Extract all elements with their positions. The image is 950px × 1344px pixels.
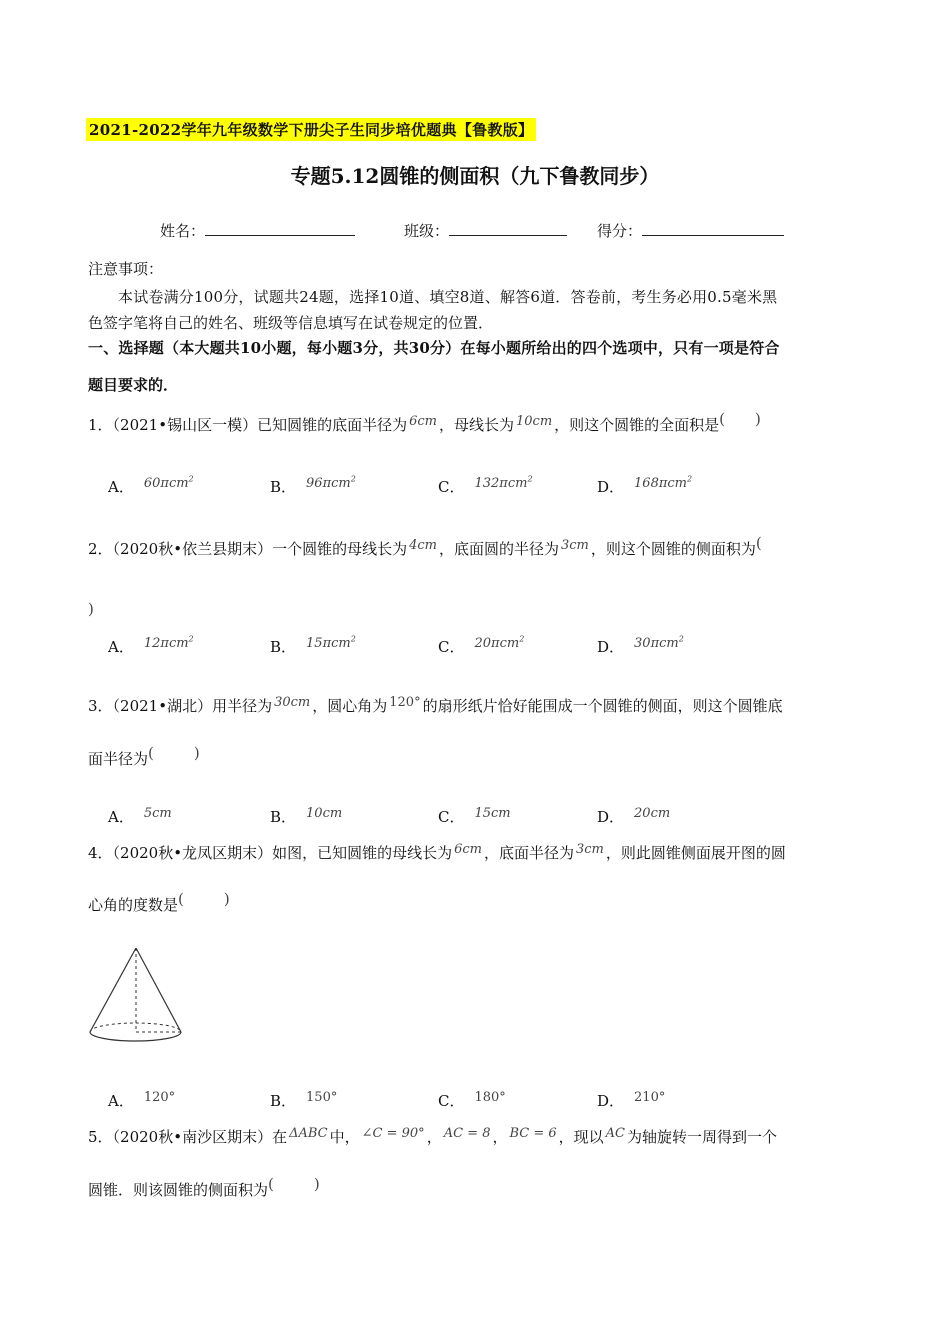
- option-label: C．: [438, 638, 465, 656]
- question-number: 5．: [88, 1128, 113, 1146]
- option-unit: cm: [331, 636, 351, 651]
- score-blank[interactable]: [642, 221, 784, 236]
- option-label: A．: [108, 808, 134, 826]
- option-b[interactable]: [270, 476, 356, 497]
- option-unit: cm: [168, 476, 189, 491]
- option-sup: 2: [350, 474, 356, 484]
- option-sup: 2: [678, 634, 684, 644]
- question-number: 3．: [88, 697, 113, 715]
- option-sup: 2: [350, 634, 356, 644]
- question-text: ，底面半径为: [483, 844, 574, 862]
- option-value: [144, 636, 194, 651]
- option-value: 15cm: [474, 806, 511, 821]
- question-3: [88, 695, 783, 716]
- question-text: ，: [492, 1128, 508, 1146]
- question-text: ，则这个圆锥的侧面积为: [590, 540, 756, 558]
- math-expr: BC = 6: [509, 1126, 557, 1141]
- option-a[interactable]: [108, 476, 194, 497]
- option-c[interactable]: [438, 806, 511, 827]
- option-num: 12π: [143, 636, 169, 651]
- option-num: 96π: [306, 476, 332, 491]
- option-num: 60π: [143, 476, 169, 491]
- option-num: 132π: [474, 476, 508, 491]
- option-value: 5cm: [143, 806, 172, 821]
- question-text: ，: [426, 1128, 442, 1146]
- option-label: D．: [597, 638, 625, 656]
- cone-figure: [86, 944, 186, 1048]
- question-text: ，则此圆锥侧面展开图的圆: [605, 844, 786, 862]
- option-value: 10cm: [306, 806, 343, 821]
- question-3-cont: [88, 744, 200, 769]
- option-d[interactable]: [597, 806, 670, 827]
- math-expr: AC = 8: [443, 1126, 491, 1141]
- math-expr: 10cm: [516, 414, 553, 429]
- class-blank[interactable]: [449, 221, 567, 236]
- question-text: 圆锥．则该圆锥的侧面积为: [88, 1181, 269, 1199]
- cone-slant-left: [90, 948, 136, 1032]
- score-field: [597, 220, 784, 241]
- option-c[interactable]: [438, 636, 524, 657]
- notes-line-2: 色签字笔将自己的姓名、班级等信息填写在试卷规定的位置．: [88, 314, 494, 332]
- option-label: B．: [270, 478, 297, 496]
- question-source: （2020秋•南沙区期末）: [112, 1128, 273, 1146]
- document-banner: 2021-2022学年九年级数学下册尖子生同步培优题典【鲁教版】: [86, 118, 536, 141]
- question-2: [88, 534, 762, 559]
- option-b[interactable]: [270, 636, 356, 657]
- notes-line-1: 本试卷满分100分，试题共24题，选择10道、填空8道、解答6道．答卷前，考生务必用0.5毫米黑: [118, 288, 778, 306]
- option-value: 180°: [474, 1090, 506, 1105]
- question-5-cont: [88, 1175, 320, 1200]
- option-unit: cm: [667, 476, 687, 491]
- question-number: 2．: [88, 540, 113, 558]
- option-label: C．: [438, 478, 465, 496]
- question-source: （2021•锡山区一模）: [112, 416, 258, 434]
- option-sup: 2: [519, 634, 525, 644]
- option-value: 120°: [143, 1090, 176, 1105]
- option-value: 210°: [634, 1090, 666, 1105]
- option-value: [474, 476, 532, 491]
- question-text: 一个圆锥的母线长为: [272, 540, 408, 558]
- option-num: 15π: [306, 636, 332, 651]
- class-field: [404, 220, 567, 241]
- option-sup: 2: [188, 634, 194, 644]
- answer-paren-open: (: [755, 534, 762, 552]
- question-source: （2020秋•龙凤区期末）: [112, 844, 273, 862]
- option-unit: cm: [168, 636, 189, 651]
- option-label: B．: [270, 808, 297, 826]
- question-source: （2020秋•依兰县期末）: [112, 540, 273, 558]
- class-label: 班级：: [404, 222, 450, 240]
- question-text: ，底面圆的半径为: [438, 540, 559, 558]
- question-text: 如图，已知圆锥的母线长为: [272, 844, 453, 862]
- answer-paren-close: ): [193, 744, 200, 762]
- option-sup: 2: [687, 474, 693, 484]
- option-b[interactable]: [270, 806, 342, 827]
- option-label: A．: [108, 1092, 134, 1110]
- option-c[interactable]: [438, 476, 533, 497]
- option-unit: cm: [499, 636, 520, 651]
- question-text: ，则这个圆锥的全面积是: [554, 416, 720, 434]
- option-value: [306, 636, 356, 651]
- option-num: 168π: [634, 476, 668, 491]
- question-4: [88, 842, 786, 863]
- option-sup: 2: [188, 474, 194, 484]
- math-expr: 3cm: [576, 842, 604, 857]
- option-unit: cm: [331, 476, 351, 491]
- question-text: ，圆心角为: [312, 697, 388, 715]
- section-heading-line-1: 一、选择题（本大题共10小题，每小题3分，共30分）在每小题所给出的四个选项中，只有一项是符合: [88, 339, 780, 357]
- question-1: [88, 410, 761, 435]
- option-d[interactable]: [597, 636, 684, 657]
- name-field: [160, 220, 355, 241]
- math-expr: 3cm: [561, 538, 589, 553]
- option-a[interactable]: [108, 636, 194, 657]
- name-blank[interactable]: [205, 221, 355, 236]
- option-label: D．: [597, 1092, 625, 1110]
- option-value: 20cm: [634, 806, 671, 821]
- option-c[interactable]: [438, 1090, 506, 1111]
- question-4-cont: [88, 890, 230, 915]
- score-label: 得分：: [597, 222, 643, 240]
- section-heading-line-2: 题目要求的．: [88, 376, 179, 394]
- option-b[interactable]: [270, 1090, 337, 1111]
- option-value: 150°: [306, 1090, 338, 1105]
- option-num: 20π: [474, 636, 500, 651]
- math-expr: 4cm: [409, 538, 437, 553]
- question-number: 1．: [88, 416, 113, 434]
- question-text: 用半径为: [212, 697, 273, 715]
- answer-paren-open: (: [719, 410, 726, 428]
- option-value: [474, 636, 524, 651]
- answer-paren-open: (: [268, 1175, 274, 1193]
- math-expr: AC: [605, 1126, 626, 1141]
- name-label: 姓名：: [160, 222, 206, 240]
- option-value: [634, 636, 684, 651]
- option-d[interactable]: [597, 476, 692, 497]
- option-label: B．: [270, 638, 297, 656]
- question-5: [88, 1126, 777, 1147]
- answer-paren-close: ): [313, 1175, 320, 1193]
- question-number: 4．: [88, 844, 113, 862]
- answer-paren-close: ): [755, 410, 761, 428]
- question-source: （2021•湖北）: [112, 697, 213, 715]
- math-expr: 6cm: [409, 414, 437, 429]
- option-unit: cm: [659, 636, 679, 651]
- cone-base-front: [90, 1032, 181, 1041]
- math-expr: 30cm: [274, 695, 311, 710]
- math-expr: 120°: [389, 695, 421, 710]
- question-text: 为轴旋转一周得到一个: [627, 1128, 778, 1146]
- option-a[interactable]: [108, 806, 172, 827]
- option-label: C．: [438, 1092, 465, 1110]
- option-value: [634, 476, 692, 491]
- question-text: 已知圆锥的底面半径为: [257, 416, 408, 434]
- question-text: 的扇形纸片恰好能围成一个圆锥的侧面，则这个圆锥底: [422, 697, 783, 715]
- question-text: 在: [272, 1128, 288, 1146]
- option-value: [144, 476, 194, 491]
- option-a[interactable]: [108, 1090, 175, 1111]
- question-text: ，母线长为: [438, 416, 514, 434]
- option-d[interactable]: [597, 1090, 665, 1111]
- question-text: 中，: [329, 1128, 360, 1146]
- option-unit: cm: [507, 476, 528, 491]
- option-label: D．: [597, 478, 625, 496]
- option-label: C．: [438, 808, 465, 826]
- question-text: 面半径为: [88, 750, 149, 768]
- answer-paren-open: (: [148, 744, 154, 762]
- question-text: 心角的度数是: [88, 896, 179, 914]
- notes-heading: 注意事项：: [88, 260, 164, 278]
- cone-slant-right: [136, 948, 181, 1032]
- math-expr: ∠C = 90°: [361, 1126, 425, 1141]
- question-text: ，现以: [558, 1128, 604, 1146]
- answer-paren-open: (: [178, 890, 184, 908]
- math-expr: ΔABC: [289, 1126, 328, 1141]
- math-expr: 6cm: [454, 842, 482, 857]
- page-title: 专题5.12圆锥的侧面积（九下鲁教同步）: [290, 164, 660, 188]
- answer-paren-close: ): [223, 890, 230, 908]
- option-num: 30π: [634, 636, 660, 651]
- option-sup: 2: [527, 474, 533, 484]
- option-label: A．: [108, 638, 134, 656]
- option-label: D．: [597, 808, 625, 826]
- option-value: [306, 476, 356, 491]
- option-label: B．: [270, 1092, 297, 1110]
- option-label: A．: [108, 478, 134, 496]
- answer-paren-close: ): [88, 600, 94, 618]
